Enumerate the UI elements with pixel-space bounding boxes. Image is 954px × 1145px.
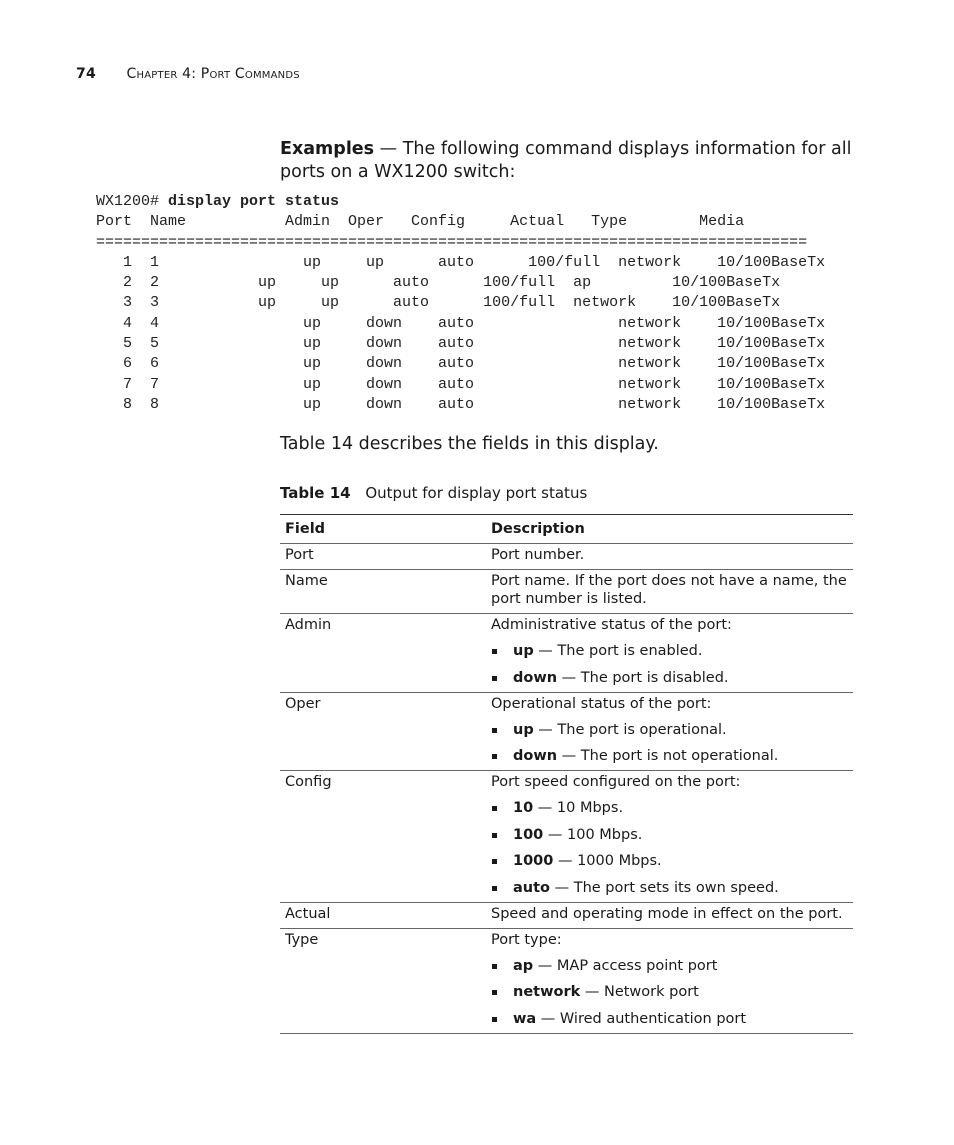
output-port-line: 5 5 up down auto network 10/100BaseTx [96, 335, 826, 353]
table-caption-text: Output for display port status [365, 484, 588, 502]
command-output-lines [96, 213, 825, 413]
table-caption-number: Table 14 [280, 484, 351, 502]
table-row [280, 771, 853, 903]
bullet-term: 10 [513, 800, 534, 816]
examples-text: — The following command displays information for all ports on a WX1200 switch: [280, 139, 852, 182]
bullet-term: up [513, 643, 534, 659]
description-text: Port number. [491, 547, 585, 563]
bullet-text: — The port sets its own speed. [550, 879, 779, 896]
description-text: Operational status of the port: [491, 695, 712, 712]
field-cell: Admin [280, 614, 486, 693]
table-caption [280, 484, 587, 502]
table-row [280, 928, 853, 1033]
table-row [280, 614, 853, 693]
description-paragraph: Table 14 describes the fields in this display. [280, 434, 659, 454]
list-item [491, 826, 848, 844]
bullet-term: down [513, 669, 558, 686]
field-cell: Oper [280, 692, 486, 771]
bullet-text: — 10 Mbps. [533, 800, 624, 816]
table-row [280, 692, 853, 771]
cli-prompt: WX1200# [96, 193, 169, 210]
list-item [491, 721, 848, 739]
description-cell [486, 544, 853, 570]
list-item [491, 957, 848, 975]
list-item [491, 642, 848, 660]
output-header-line: Port Name Admin Oper Config Actual Type Media [96, 213, 745, 231]
description-cell [486, 902, 853, 928]
bullet-text: — The port is not operational. [557, 748, 779, 764]
output-port-line: 7 7 up down auto network 10/100BaseTx [96, 375, 826, 393]
output-port-line: 1 1 up up auto 100/full network 10/100BaseTx [96, 253, 826, 271]
command-output [96, 192, 825, 415]
chapter-title: Chapter 4: Port Commands [126, 66, 300, 82]
bullet-term: ap [513, 957, 534, 974]
list-item [491, 1010, 848, 1028]
bullet-list [491, 957, 848, 1028]
field-cell: Type [280, 928, 486, 1033]
table-body [280, 544, 853, 1034]
cli-command: display port status [168, 193, 340, 210]
examples-intro [280, 138, 870, 184]
bullet-text: — Network port [580, 984, 699, 1000]
bullet-text: — The port is enabled. [533, 643, 703, 659]
bullet-text: — 1000 Mbps. [553, 853, 662, 869]
table-row [280, 902, 853, 928]
description-text: Port name. If the port does not have a name, the port number is listed. [491, 573, 847, 607]
output-port-line: 2 2 up up auto 100/full ap 10/100BaseTx [96, 274, 781, 292]
description-cell [486, 570, 853, 614]
page-header [76, 66, 300, 82]
table-row [280, 570, 853, 614]
table-row [280, 544, 853, 570]
description-text: Administrative status of the port: [491, 617, 732, 633]
list-item [491, 983, 848, 1001]
output-port-line: 3 3 up up auto 100/full network 10/100BaseTx [96, 294, 781, 312]
page-number: 74 [76, 66, 96, 82]
bullet-text: — MAP access point port [533, 957, 718, 974]
description-text: Port speed configured on the port: [491, 774, 741, 790]
list-item [491, 852, 848, 870]
bullet-term: 1000 [513, 853, 554, 869]
bullet-term: up [513, 721, 534, 738]
bullet-term: wa [513, 1010, 537, 1027]
bullet-term: auto [513, 879, 551, 896]
header-description: Description [486, 515, 853, 544]
description-cell [486, 771, 853, 903]
header-field: Field [280, 515, 486, 544]
bullet-text: — The port is operational. [533, 721, 727, 738]
description-text: Speed and operating mode in effect on the port. [491, 905, 843, 922]
description-cell [486, 928, 853, 1033]
description-cell [486, 692, 853, 771]
bullet-text: — The port is disabled. [557, 669, 729, 686]
table-header-row [280, 515, 853, 544]
output-separator-line: =============================================================================== [96, 233, 808, 251]
field-cell: Port [280, 544, 486, 570]
list-item [491, 669, 848, 687]
description-cell [486, 614, 853, 693]
output-port-line: 8 8 up down auto network 10/100BaseTx [96, 395, 826, 413]
examples-lead: Examples [280, 139, 375, 159]
bullet-term: 100 [513, 826, 544, 843]
fields-table [280, 514, 853, 1034]
description-text: Port type: [491, 931, 562, 948]
output-port-line: 4 4 up down auto network 10/100BaseTx [96, 314, 826, 332]
bullet-list [491, 799, 848, 897]
list-item [491, 747, 848, 765]
field-cell: Config [280, 771, 486, 903]
list-item [491, 799, 848, 817]
field-cell: Actual [280, 902, 486, 928]
output-port-line: 6 6 up down auto network 10/100BaseTx [96, 355, 826, 373]
bullet-text: — 100 Mbps. [543, 826, 643, 843]
list-item [491, 879, 848, 897]
bullet-list [491, 721, 848, 766]
field-cell: Name [280, 570, 486, 614]
bullet-term: down [513, 748, 558, 764]
bullet-text: — Wired authentication port [536, 1010, 747, 1027]
bullet-list [491, 642, 848, 687]
bullet-term: network [513, 984, 581, 1000]
